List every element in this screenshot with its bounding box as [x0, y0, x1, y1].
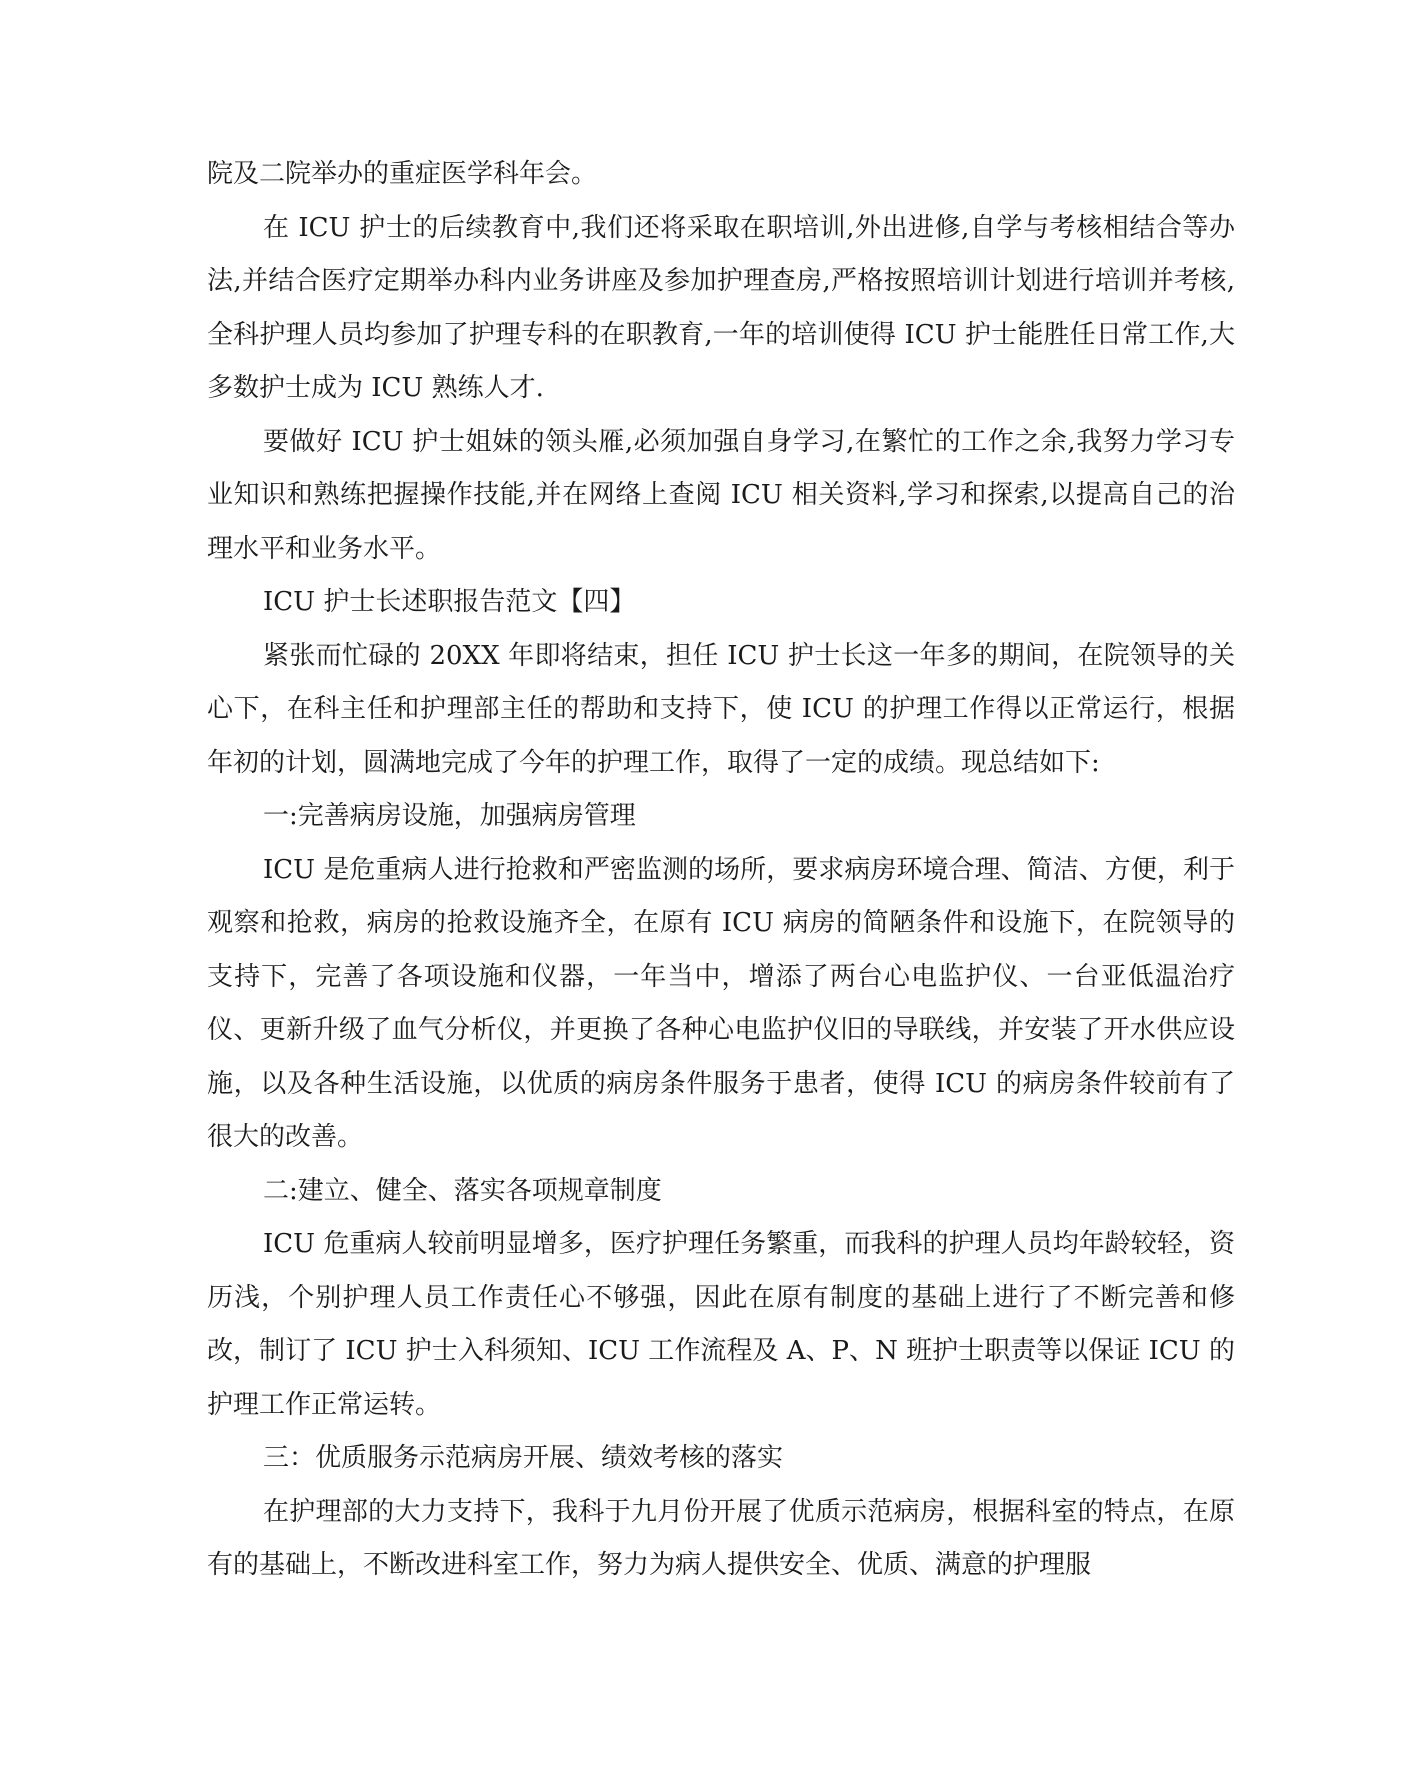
paragraph-quality-service: 在护理部的大力支持下，我科于九月份开展了优质示范病房，根据科室的特点，在原有的基础上，不断改进科室工作，努力为病人提供安全、优质、满意的护理服: [207, 1496, 1235, 1580]
paragraph-year-summary: 紧张而忙碌的 20XX 年即将结束，担任 ICU 护士长这一年多的期间，在院领导的关心下，在科主任和护理部主任的帮助和支持下，使 ICU 的护理工作得以正常运行，根据年初的计划，圆满地完成了今年的护理工作，取得了一定的成绩。现总结如下:: [207, 640, 1235, 778]
paragraph-continuing-education: 在 ICU 护士的后续教育中,我们还将采取在职培训,外出进修,自学与考核相结合等办法,并结合医疗定期举办科内业务讲座及参加护理查房,严格按照培训计划进行培训并考核,全科护理人员均参加了护理专科的在职教育,一年的培训使得 ICU 护士能胜任日常工作,大多数护士成为 ICU 熟练人才.: [207, 212, 1235, 403]
paragraph-continuation: 院及二院举办的重症医学科年会。: [207, 159, 598, 189]
paragraph-regulations: ICU 危重病人较前明显增多，医疗护理任务繁重，而我科的护理人员均年龄较轻，资历浅，个别护理人员工作责任心不够强，因此在原有制度的基础上进行了不断完善和修改，制订了 ICU 护士入科须知、ICU 工作流程及 A、P、N 班护士职责等以保证 ICU 的护理工作正常运转。: [207, 1229, 1235, 1420]
paragraph-ward-facilities: ICU 是危重病人进行抢救和严密监测的场所，要求病房环境合理、简洁、方便，利于观察和抢救，病房的抢救设施齐全，在原有 ICU 病房的简陋条件和设施下，在院领导的支持下，完善了各项设施和仪器，一年当中，增添了两台心电监护仪、一台亚低温治疗仪、更新升级了血气分析仪，并更换了各种心电监护仪旧的导联线，并安装了开水供应设施，以及各种生活设施，以优质的病房条件服务于患者，使得 ICU 的病房条件较前有了很大的改善。: [207, 854, 1235, 1152]
subheading-ward-facilities: 一:完善病房设施，加强病房管理: [263, 801, 636, 831]
subheading-quality-service: 三：优质服务示范病房开展、绩效考核的落实: [263, 1443, 784, 1473]
subheading-regulations: 二:建立、健全、落实各项规章制度: [263, 1175, 662, 1206]
section-heading-report-four: ICU 护士长述职报告范文【四】: [263, 587, 636, 617]
paragraph-self-study: 要做好 ICU 护士姐妹的领头雁,必须加强自身学习,在繁忙的工作之余,我努力学习专业知识和熟练把握操作技能,并在网络上查阅 ICU 相关资料,学习和探索,以提高自己的治理水平和业务水平。: [207, 426, 1235, 564]
document-body: [207, 148, 1235, 1593]
